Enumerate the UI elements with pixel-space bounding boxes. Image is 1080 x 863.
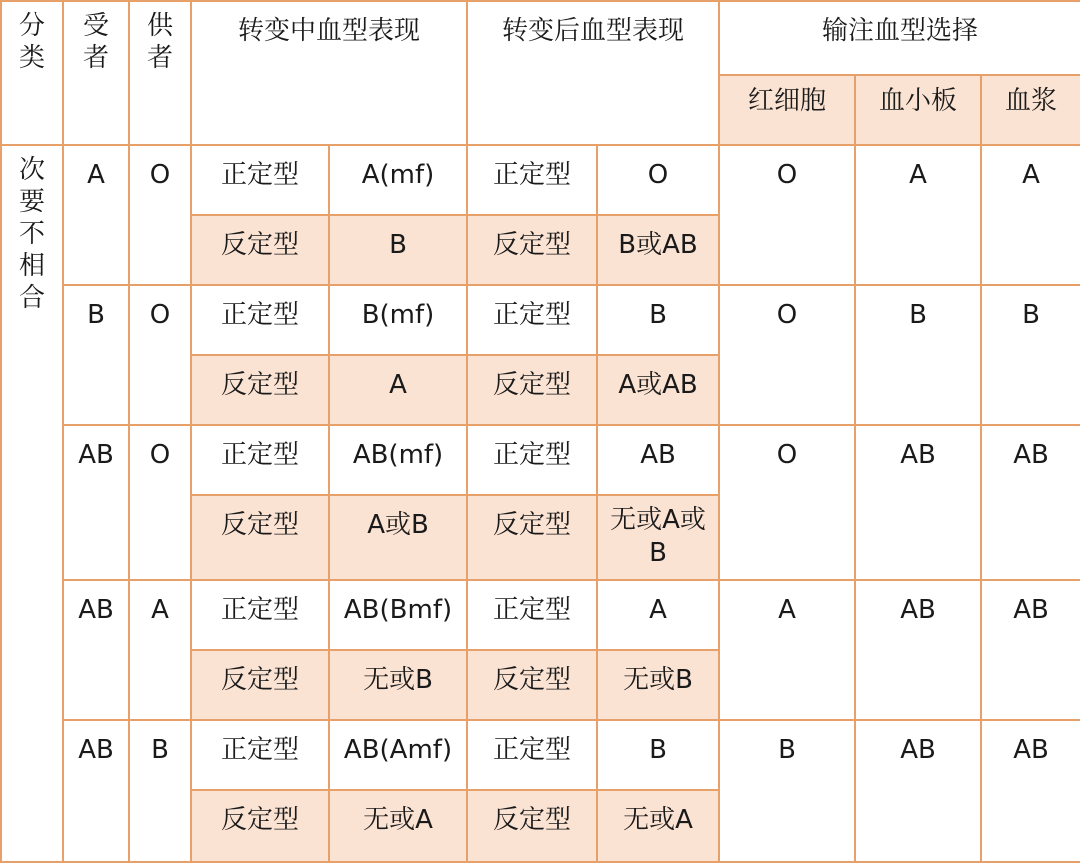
header-rbc: 红细胞 bbox=[719, 75, 855, 145]
rbc-cell: O bbox=[719, 425, 855, 580]
header-platelet: 血小板 bbox=[855, 75, 981, 145]
after-forward-value: AB bbox=[597, 425, 719, 495]
after-reverse-label: 反定型 bbox=[467, 355, 597, 425]
after-reverse-label: 反定型 bbox=[467, 790, 597, 862]
during-reverse-label: 反定型 bbox=[191, 495, 329, 580]
after-reverse-value: B或AB bbox=[597, 215, 719, 285]
during-forward-label: 正定型 bbox=[191, 580, 329, 650]
during-reverse-label: 反定型 bbox=[191, 215, 329, 285]
during-forward-value: AB(Bmf) bbox=[329, 580, 467, 650]
rbc-cell: O bbox=[719, 145, 855, 285]
after-reverse-value: 无或A或B bbox=[597, 495, 719, 580]
plasma-cell: AB bbox=[981, 580, 1080, 720]
during-reverse-label: 反定型 bbox=[191, 650, 329, 720]
during-forward-label: 正定型 bbox=[191, 285, 329, 355]
during-reverse-value: 无或A bbox=[329, 790, 467, 862]
after-forward-label: 正定型 bbox=[467, 145, 597, 215]
during-forward-value: AB(Amf) bbox=[329, 720, 467, 790]
after-forward-label: 正定型 bbox=[467, 285, 597, 355]
after-reverse-label: 反定型 bbox=[467, 650, 597, 720]
during-forward-value: B(mf) bbox=[329, 285, 467, 355]
during-reverse-label: 反定型 bbox=[191, 355, 329, 425]
plasma-cell: AB bbox=[981, 720, 1080, 862]
donor-cell: A bbox=[129, 580, 191, 720]
donor-cell: B bbox=[129, 720, 191, 862]
platelet-cell: A bbox=[855, 145, 981, 285]
recipient-cell: B bbox=[63, 285, 129, 425]
recipient-cell: AB bbox=[63, 425, 129, 580]
header-donor: 供者 bbox=[129, 1, 191, 145]
platelet-cell: AB bbox=[855, 580, 981, 720]
category-cell: 次要不相合 bbox=[1, 145, 63, 862]
after-reverse-value: 无或A bbox=[597, 790, 719, 862]
during-forward-label: 正定型 bbox=[191, 145, 329, 215]
header-transfusion: 输注血型选择 bbox=[719, 1, 1080, 75]
after-forward-value: O bbox=[597, 145, 719, 215]
header-recipient: 受者 bbox=[63, 1, 129, 145]
header-plasma: 血浆 bbox=[981, 75, 1080, 145]
after-reverse-value: 无或B bbox=[597, 650, 719, 720]
platelet-cell: AB bbox=[855, 720, 981, 862]
header-after: 转变后血型表现 bbox=[467, 1, 719, 145]
after-forward-label: 正定型 bbox=[467, 580, 597, 650]
donor-cell: O bbox=[129, 145, 191, 285]
after-forward-value: A bbox=[597, 580, 719, 650]
donor-cell: O bbox=[129, 425, 191, 580]
during-reverse-value: A或B bbox=[329, 495, 467, 580]
header-category: 分类 bbox=[1, 1, 63, 145]
after-reverse-value: A或AB bbox=[597, 355, 719, 425]
recipient-cell: A bbox=[63, 145, 129, 285]
during-reverse-value: B bbox=[329, 215, 467, 285]
during-forward-value: AB(mf) bbox=[329, 425, 467, 495]
after-forward-label: 正定型 bbox=[467, 425, 597, 495]
during-reverse-label: 反定型 bbox=[191, 790, 329, 862]
recipient-cell: AB bbox=[63, 720, 129, 862]
plasma-cell: B bbox=[981, 285, 1080, 425]
after-reverse-label: 反定型 bbox=[467, 495, 597, 580]
during-forward-label: 正定型 bbox=[191, 720, 329, 790]
rbc-cell: B bbox=[719, 720, 855, 862]
rbc-cell: O bbox=[719, 285, 855, 425]
rbc-cell: A bbox=[719, 580, 855, 720]
platelet-cell: B bbox=[855, 285, 981, 425]
donor-cell: O bbox=[129, 285, 191, 425]
after-forward-value: B bbox=[597, 285, 719, 355]
plasma-cell: A bbox=[981, 145, 1080, 285]
platelet-cell: AB bbox=[855, 425, 981, 580]
during-reverse-value: 无或B bbox=[329, 650, 467, 720]
during-forward-label: 正定型 bbox=[191, 425, 329, 495]
after-forward-value: B bbox=[597, 720, 719, 790]
after-reverse-label: 反定型 bbox=[467, 215, 597, 285]
recipient-cell: AB bbox=[63, 580, 129, 720]
during-reverse-value: A bbox=[329, 355, 467, 425]
after-forward-label: 正定型 bbox=[467, 720, 597, 790]
during-forward-value: A(mf) bbox=[329, 145, 467, 215]
header-during: 转变中血型表现 bbox=[191, 1, 467, 145]
plasma-cell: AB bbox=[981, 425, 1080, 580]
